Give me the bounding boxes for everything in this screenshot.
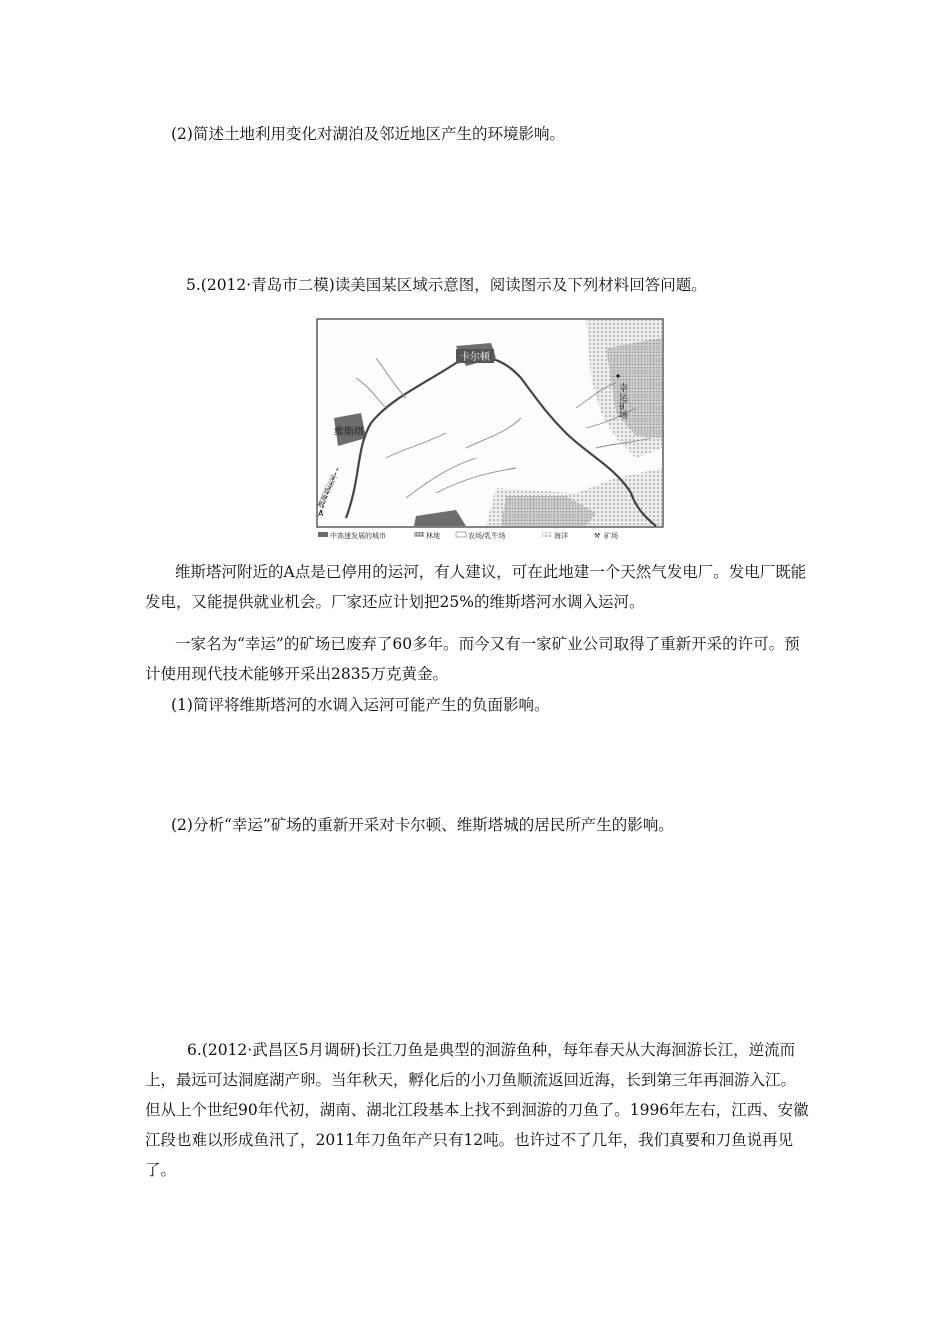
- q5-para1: 维斯塔河附近的A点是已停用的运河，有人建议，可在此地建一个天然气发电厂。发电厂既能发电，又能提供就业机会。厂家还应计划把25%的维斯塔河水调入运河。: [145, 563, 807, 611]
- region-map: [316, 318, 664, 543]
- label-carlton: 卡尔顿: [460, 352, 490, 363]
- q5-sub1: (1)简评将维斯塔河的水调入运河可能产生的负面影响。: [171, 696, 550, 714]
- svg-text:矿场: 矿场: [604, 532, 618, 540]
- svg-text:海洋: 海洋: [554, 532, 568, 540]
- q6-para: 6.(2012·武昌区5月调研)长江刀鱼是典型的洄游鱼种，每年春天从大海洄游长江，逆流而上，最远可达洞庭湖产卵。当年秋天，孵化后的小刀鱼顺流返回近海，长到第三年再洄游入江。但从上个世纪90年代初，湖南、湖北江段基本上找不到洄游的刀鱼了。1996年左右，江西、安徽江段也难以形成鱼汛了，2011年刀鱼年产只有12吨。也许过不了几年，我们真要和刀鱼说再见了。: [145, 1041, 809, 1179]
- q4-sub2: (2)简述土地利用变化对湖泊及邻近地区产生的环境影响。: [171, 125, 565, 143]
- q5-para2: 一家名为“幸运”的矿场已废弃了60多年。而今又有一家矿业公司取得了重新开采的许可。预计使用现代技术能够开采出2835万克黄金。: [145, 635, 800, 683]
- label-vista: 维斯塔: [334, 427, 364, 438]
- map-legend: [318, 531, 618, 540]
- svg-text:林地: 林地: [426, 532, 440, 540]
- q5-sub2: (2)分析“幸运”矿场的重新开采对卡尔顿、维斯塔城的居民所产生的影响。: [171, 816, 674, 834]
- label-canal: 维斯塔运河: [316, 473, 339, 509]
- mine-legend-icon: ⚒: [594, 532, 601, 540]
- q5-intro: 5.(2012·青岛市二模)读美国某区域示意图，阅读图示及下列材料回答问题。: [186, 276, 707, 294]
- svg-text:中高速发展的城市: 中高速发展的城市: [330, 532, 386, 540]
- svg-text:农场/乳牛场: 农场/乳牛场: [468, 532, 506, 540]
- label-point-a: A: [318, 509, 324, 518]
- label-mine: 幸运矿场: [617, 383, 627, 419]
- mine-marker: [616, 374, 619, 377]
